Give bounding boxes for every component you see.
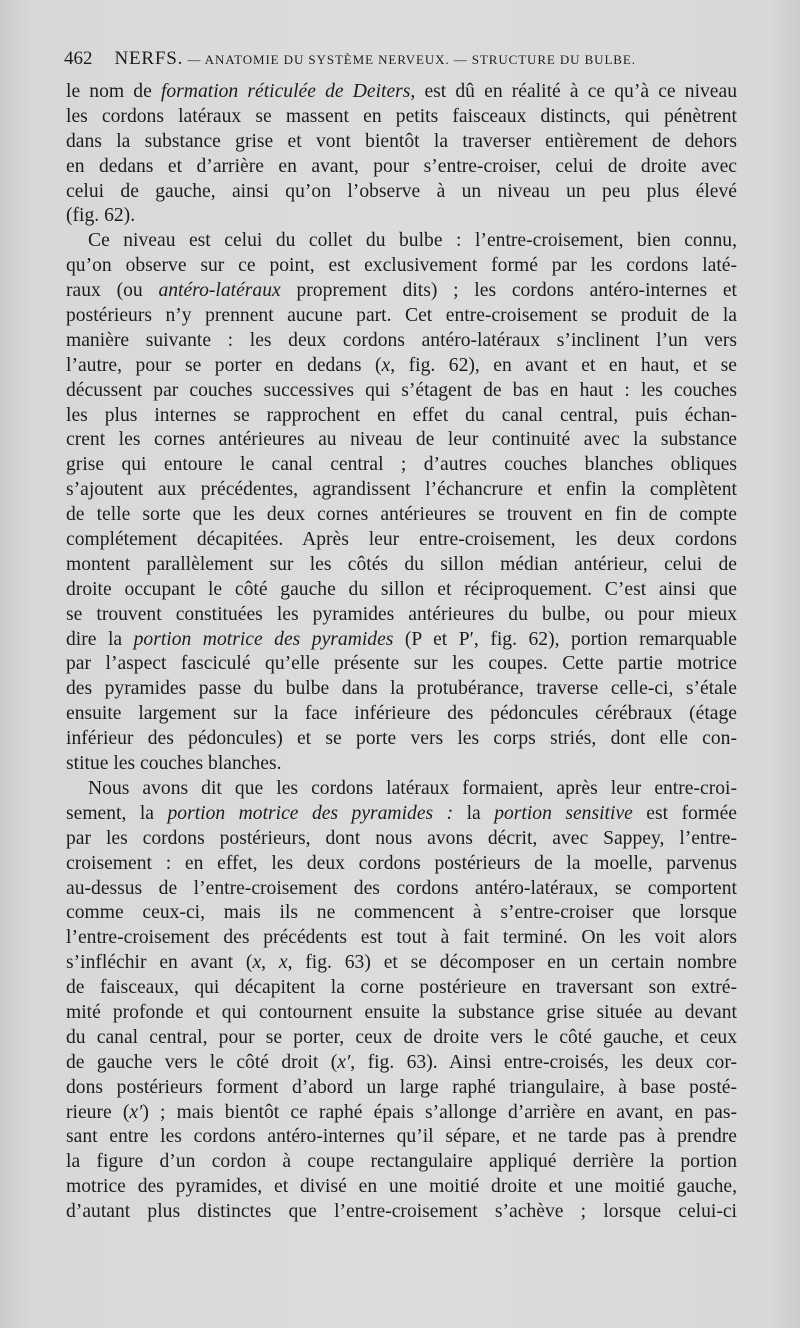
text-run: mité profonde et qui contournent ensuite la substance grise située au devant bbox=[66, 1001, 737, 1023]
text-line bbox=[66, 105, 737, 130]
text-run: proprement dits) ; les cordons antéro-internes et bbox=[280, 280, 737, 302]
text-run: de telle sorte que les deux cornes antérieures se trouvent en fin de compte bbox=[66, 504, 737, 526]
text-run: des pyramides passe du bulbe dans la protubérance, traverse celle-ci, s’étale bbox=[66, 678, 737, 700]
text-line bbox=[66, 453, 737, 478]
text-line bbox=[66, 503, 737, 528]
text-run: Ce niveau est celui du collet du bulbe : l’entre-croisement, bien connu, bbox=[88, 230, 737, 252]
text-run: dire la bbox=[66, 628, 134, 650]
text-run: s’ajoutent aux précédentes, agrandissent l’échancrure et enfin la complètent bbox=[66, 479, 737, 501]
text-run: , bbox=[261, 952, 279, 974]
text-line bbox=[66, 628, 737, 653]
text-run: postérieurs n’y prennent aucune part. Cet entre-croisement se produit de la bbox=[66, 305, 737, 327]
italic-term: x′ bbox=[129, 1101, 143, 1123]
page-number: 462 bbox=[64, 48, 93, 69]
text-run: complétement décapitées. Après leur entre-croisement, les deux cordons bbox=[66, 529, 737, 551]
italic-term: portion motrice des pyramides : bbox=[167, 802, 454, 824]
text-line bbox=[66, 777, 737, 802]
italic-term: x bbox=[381, 354, 391, 376]
text-run: s’infléchir en avant ( bbox=[66, 952, 253, 974]
text-run: ) ; mais bientôt ce raphé épais s’allonge d’arrière en avant, en pas- bbox=[142, 1101, 737, 1123]
text-run: stitue les couches blanches. bbox=[66, 753, 282, 775]
text-line bbox=[66, 180, 737, 205]
italic-term: x′ bbox=[337, 1051, 351, 1073]
italic-term: x bbox=[278, 952, 288, 974]
text-line bbox=[66, 1125, 737, 1150]
text-run: grise qui entoure le canal central ; d’autres couches blanches obliques bbox=[66, 454, 737, 476]
text-run: l’entre-croisement des précédents est tout à fait terminé. On les voit alors bbox=[66, 927, 737, 949]
running-header bbox=[64, 48, 744, 70]
text-line bbox=[66, 204, 737, 229]
text-line bbox=[66, 1150, 737, 1175]
text-line bbox=[66, 354, 737, 379]
text-line bbox=[66, 1200, 737, 1225]
text-run: dons postérieurs forment d’abord un large raphé triangulaire, à base posté- bbox=[66, 1076, 737, 1098]
text-line bbox=[66, 1026, 737, 1051]
text-run: ensuite largement sur la face inférieure des pédoncules cérébraux (étage bbox=[66, 703, 737, 725]
text-line bbox=[66, 852, 737, 877]
text-run: motrice des pyramides, et divisé en une moitié droite et une moitié gauche, bbox=[66, 1176, 737, 1198]
text-run: raux (ou bbox=[66, 280, 159, 302]
text-run: du canal central, pour se porter, ceux de droite vers le côté gauche, et ceux bbox=[66, 1026, 737, 1048]
text-run: droite occupant le côté gauche du sillon et réciproquement. C’est ainsi que bbox=[66, 578, 737, 600]
text-line bbox=[66, 155, 737, 180]
text-line bbox=[66, 877, 737, 902]
italic-term: antéro-latéraux bbox=[158, 280, 281, 302]
text-run: comme ceux-ci, mais ils ne commencent à s’entre-croiser que lorsque bbox=[66, 902, 737, 924]
text-line bbox=[66, 130, 737, 155]
text-run: manière suivante : les deux cordons antéro-latéraux s’inclinent l’un vers bbox=[66, 329, 737, 351]
text-run: qu’on observe sur ce point, est exclusivement formé par les cordons laté- bbox=[66, 255, 737, 277]
text-run: le nom de bbox=[66, 81, 161, 102]
text-line bbox=[66, 553, 737, 578]
text-run: de faisceaux, qui décapitent la corne postérieure en traversant son extré- bbox=[66, 977, 737, 999]
text-line bbox=[66, 727, 737, 752]
text-line bbox=[66, 404, 737, 429]
text-line bbox=[66, 677, 737, 702]
text-line bbox=[66, 254, 737, 279]
text-line bbox=[66, 379, 737, 404]
text-run: inférieur des pédoncules) et se porte vers les corps striés, dont elle con- bbox=[66, 728, 737, 750]
text-line bbox=[66, 976, 737, 1001]
text-line bbox=[66, 603, 737, 628]
text-run: , fig. 62), en avant et en haut, et se bbox=[390, 354, 737, 376]
header-subtitle: — ANATOMIE DU SYSTÈME NERVEUX. — STRUCTURE DU BULBE. bbox=[187, 52, 636, 67]
text-line bbox=[66, 1101, 737, 1126]
text-line bbox=[66, 478, 737, 503]
text-line bbox=[66, 1076, 737, 1101]
text-line bbox=[66, 652, 737, 677]
text-line bbox=[66, 827, 737, 852]
text-run: rieure ( bbox=[66, 1101, 130, 1123]
text-run: , est dû en réalité à ce qu’à ce niveau bbox=[410, 81, 737, 102]
text-run: les plus internes se rapprochent en effet du canal central, puis échan- bbox=[66, 404, 737, 426]
text-line bbox=[66, 80, 737, 105]
text-run: (P et P′, fig. 62), portion remarquable bbox=[393, 628, 737, 650]
text-line bbox=[66, 229, 737, 254]
italic-term: formation réticulée de Deiters bbox=[160, 81, 411, 102]
text-run: décussent par couches successives qui s’étagent de bas en haut : les couches bbox=[66, 379, 737, 401]
text-run: , fig. 63) et se décomposer en un certain nombre bbox=[287, 952, 737, 974]
text-line bbox=[66, 329, 737, 354]
text-run: au-dessus de l’entre-croisement des cordons antéro-latéraux, se comportent bbox=[66, 877, 737, 899]
text-run: crent les cornes antérieures au niveau de leur continuité avec la substance bbox=[66, 429, 737, 451]
text-run: celui de gauche, ainsi qu’on l’observe à un niveau un peu plus élevé bbox=[66, 180, 737, 202]
text-run: sement, la bbox=[66, 802, 168, 824]
text-run: par l’aspect fasciculé qu’elle présente sur les coupes. Cette partie motrice bbox=[66, 653, 737, 675]
text-run: la figure d’un cordon à coupe rectangulaire appliqué derrière la portion bbox=[66, 1151, 737, 1173]
text-run: par les cordons postérieurs, dont nous avons décrit, avec Sappey, l’entre- bbox=[66, 827, 737, 849]
text-run: la bbox=[453, 802, 495, 824]
text-line bbox=[66, 428, 737, 453]
text-line bbox=[66, 901, 737, 926]
text-run: l’autre, pour se porter en dedans ( bbox=[66, 354, 382, 376]
italic-term: portion motrice des pyramides bbox=[133, 628, 394, 650]
text-run: montent parallèlement sur les côtés du sillon médian antérieur, celui de bbox=[66, 553, 737, 575]
italic-term: x bbox=[252, 952, 262, 974]
text-line bbox=[66, 1051, 737, 1076]
text-line bbox=[66, 702, 737, 727]
body-text bbox=[66, 80, 737, 1225]
text-line bbox=[66, 1001, 737, 1026]
text-run: en dedans et d’arrière en avant, pour s’entre-croiser, celui de droite avec bbox=[66, 155, 737, 177]
header-section-title: NERFS. bbox=[114, 48, 184, 69]
text-line bbox=[66, 752, 737, 777]
text-run: les cordons latéraux se massent en petits faisceaux distincts, qui pénètrent bbox=[66, 105, 737, 127]
text-line bbox=[66, 304, 737, 329]
text-run: , fig. 63). Ainsi entre-croisés, les deux cor- bbox=[350, 1051, 737, 1073]
text-run: de gauche vers le côté droit ( bbox=[66, 1051, 338, 1073]
text-run: croisement : en effet, les deux cordons postérieurs de la moelle, parvenus bbox=[66, 852, 737, 874]
text-line bbox=[66, 1175, 737, 1200]
text-run: est formée bbox=[632, 802, 738, 824]
text-run: (fig. 62). bbox=[66, 205, 136, 227]
text-run: Nous avons dit que les cordons latéraux formaient, après leur entre-croi- bbox=[88, 777, 737, 799]
text-line bbox=[66, 951, 737, 976]
text-run: dans la substance grise et vont bientôt la traverser entièrement de dehors bbox=[66, 130, 737, 152]
text-run: se trouvent constituées les pyramides antérieures du bulbe, ou pour mieux bbox=[66, 603, 737, 625]
text-line bbox=[66, 802, 737, 827]
italic-term: portion sensitive bbox=[494, 802, 633, 824]
text-line bbox=[66, 528, 737, 553]
text-run: sant entre les cordons antéro-internes qu’il sépare, et ne tarde pas à prendre bbox=[66, 1126, 737, 1148]
text-line bbox=[66, 279, 737, 304]
text-run: d’autant plus distinctes que l’entre-croisement s’achève ; lorsque celui-ci bbox=[66, 1201, 737, 1223]
text-line bbox=[66, 926, 737, 951]
text-line bbox=[66, 578, 737, 603]
